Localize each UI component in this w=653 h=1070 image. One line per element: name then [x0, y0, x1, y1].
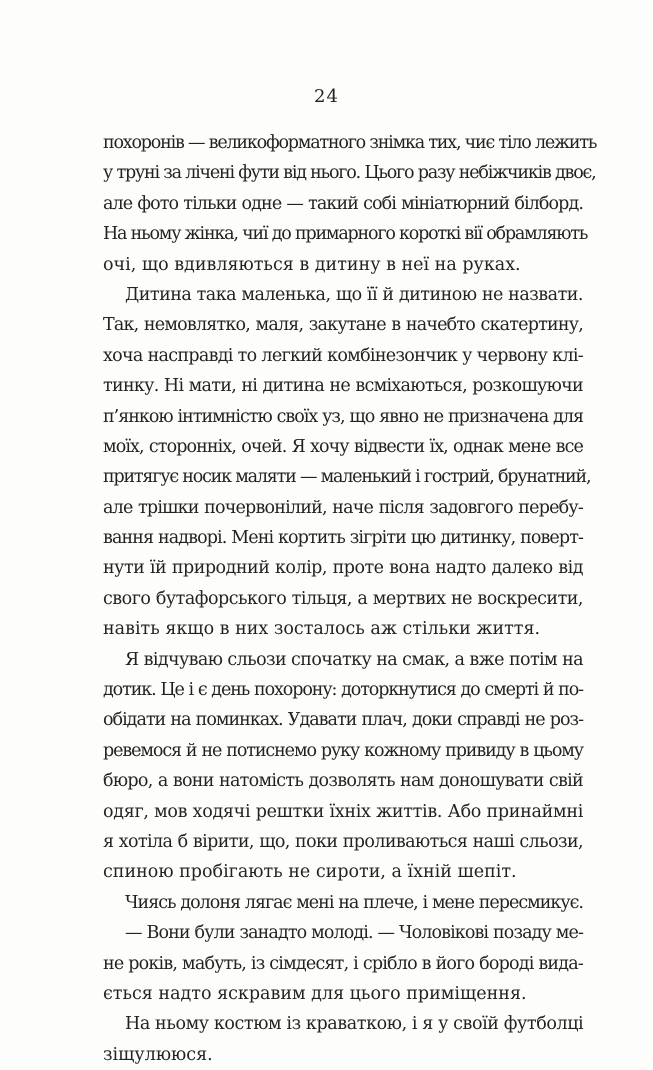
text-line: спиною пробігають не сироти, а їхній шепіт.	[103, 862, 517, 883]
text-line: моїх, сторонніх, очей. Я хочу відвести їх, однак мене все	[103, 436, 583, 457]
text-line: вання надворі. Мені кортить зігріти цю дитинку, поверт-	[103, 528, 583, 549]
text-line: Чиясь долоня лягає мені на плече, і мене пересмикує.	[125, 892, 583, 913]
text-line: хоча насправді то легкий комбінезончик у червону клі-	[103, 345, 583, 366]
text-line: очі, що вдивляються в дитину в неї на руках.	[103, 254, 521, 275]
text-line: я хотіла б вірити, що, поки проливаються наші сльози,	[103, 831, 583, 852]
text-line: ється надто яскравим для цього приміщення.	[103, 983, 527, 1004]
text-line: Я відчуваю сльози спочатку на смак, а вже потім на	[125, 649, 583, 670]
text-line: Так, немовлятко, маля, закутане в начебто скатертину,	[103, 315, 583, 336]
text-line: похоронів — великоформатного знімка тих, чиє тіло лежить	[103, 133, 597, 153]
text-line: але фото тільки одне — такий собі мініатюрний білборд.	[103, 193, 583, 214]
text-line: не років, мабуть, із сімдесят, і срібло в його бороді вида-	[103, 953, 583, 974]
text-line: у труні за лічені фути від нього. Цього разу небіжчиків двоє,	[103, 163, 596, 184]
text-line: ревемося й не потиснемо руку кожному привиду в цьому	[103, 740, 583, 761]
body-text	[103, 128, 597, 1070]
text-line: — Вони були занадто молоді. — Чоловікові позаду ме-	[125, 923, 583, 944]
text-line: але трішки почервонілий, наче після задовгого перебу-	[103, 497, 583, 518]
text-line: навіть якщо в них зосталось аж стільки життя.	[103, 619, 541, 640]
text-line: зіщулююся.	[103, 1044, 213, 1065]
text-line: дотик. Це і є день похорону: доторкнутися до смерті й по-	[103, 680, 583, 701]
page-number: 24	[314, 86, 339, 107]
text-line: обідати на поминках. Удавати плач, доки справді не роз-	[103, 710, 583, 731]
text-line: одяг, мов ходячі рештки їхніх життів. Або принаймні	[103, 801, 583, 822]
text-line: тинку. Ні мати, ні дитина не всміхаються, розкошуючи	[103, 376, 583, 397]
text-line: бюро, а вони натомість дозволять нам доношувати свій	[103, 771, 583, 792]
text-line: Дитина така маленька, що її й дитиною не назвати.	[125, 284, 583, 305]
text-line: притягує носик маляти — маленький і гострий, брунатний,	[103, 467, 591, 488]
text-line: На ньому костюм із краваткою, і я у своїй футболці	[125, 1014, 584, 1035]
text-line: свого бутафорського тільця, а мертвих не воскресити,	[103, 588, 583, 609]
text-line: нути їй природний колір, проте вона надто далеко від	[103, 558, 583, 579]
text-line: На ньому жінка, чиї до примарного короткі вії обрамляють	[103, 224, 588, 245]
text-line: п’янкою інтимністю своїх уз, що явно не призначена для	[103, 406, 583, 427]
